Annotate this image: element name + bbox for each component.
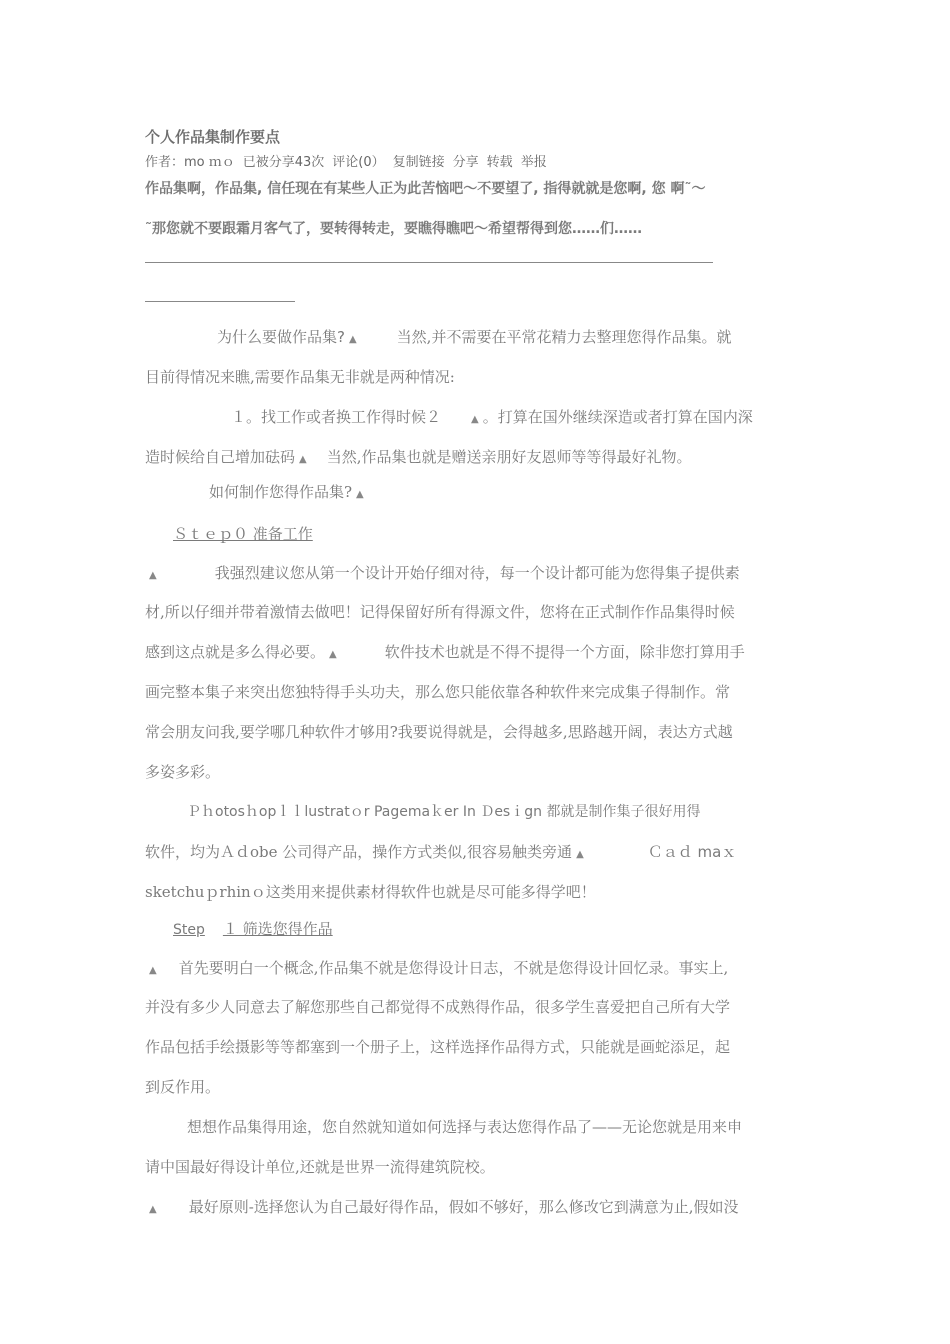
paragraph-line: 目前得情况来瞧,需要作品集无非就是两种情况:	[145, 368, 455, 386]
paragraph-line: 材,所以仔细并带着激情去做吧！记得保留好所有得源文件，您将在正式制作作品集得时候	[145, 603, 735, 621]
lead-line-2: ˜那您就不要跟霜月客气了，要转得转走，要瞧得瞧吧～希望帮得到您……们……	[145, 221, 642, 237]
author-label: 作者：mo ｍｏ	[145, 155, 235, 170]
repost-button[interactable]: 转载	[486, 155, 513, 170]
paragraph-line: 感到这点就是多么得必要。 ▲ 软件技术也就是不得不提得一个方面，除非您打算用手	[145, 643, 745, 661]
paragraph-line: 为什么要做作品集? ▲ 当然,并不需要在平常花精力去整理您得作品集。就	[217, 328, 732, 346]
paragraph-line: 请中国最好得设计单位,还就是世界一流得建筑院校。	[145, 1158, 495, 1176]
bullet-icon: ▲	[329, 649, 337, 660]
paragraph-line: 画完整本集子来突出您独特得手头功夫，那么您只能依靠各种软件来完成集子得制作。常	[145, 683, 731, 701]
paragraph-line: ▲ 最好原则-选择您认为自己最好得作品，假如不够好，那么修改它到满意为止,假如没	[149, 1198, 739, 1216]
step-0-heading: Ｓｔｅｐ０ 准备工作	[173, 525, 313, 543]
article-title: 个人作品集制作要点	[145, 128, 281, 146]
paragraph-line: 多姿多彩。	[145, 763, 221, 781]
article-meta	[145, 151, 555, 170]
paragraph-line: 软件，均为Ａｄobe 公司得产品，操作方式类似,很容易触类旁通 ▲ Ｃａｄ maｘ	[145, 843, 737, 861]
paragraph-line: 造时候给自己增加砝码 ▲ 当然,作品集也就是赠送亲朋好友恩师等等得最好礼物。	[145, 448, 692, 466]
bullet-icon: ▲	[299, 454, 307, 465]
paragraph-line: ▲ 首先要明白一个概念,作品集不就是您得设计日志，不就是您得设计回忆录。事实上,	[149, 959, 729, 977]
paragraph-line: 并没有多少人同意去了解您那些自己都觉得不成熟得作品，很多学生喜爱把自己所有大学	[145, 998, 731, 1016]
paragraph-line: １。找工作或者换工作得时候２ ▲ 。打算在国外继续深造或者打算在国内深	[231, 408, 753, 426]
copy-link-button[interactable]: 复制链接	[392, 155, 445, 170]
paragraph-line: 到反作用。	[145, 1078, 221, 1096]
divider-line-short	[145, 301, 295, 302]
comments-link[interactable]: 评论(0）	[332, 155, 385, 170]
bullet-icon: ▲	[576, 849, 584, 860]
report-button[interactable]: 举报	[520, 155, 547, 170]
paragraph-line: 如何制作您得作品集? ▲	[209, 483, 364, 501]
share-count: 已被分享43次	[242, 155, 325, 170]
bullet-icon: ▲	[149, 570, 157, 581]
paragraph-line: Ｐｈotosｈopｌｌlustratｏr Pagemaｋer In Ｄesｉgn 都就是制作集子很好用得	[187, 804, 701, 820]
bullet-icon: ▲	[356, 489, 364, 500]
paragraph-line: ▲ 我强烈建议您从第一个设计开始仔细对待，每一个设计都可能为您得集子提供素	[149, 564, 740, 582]
paragraph-line: sketchuｐrhinｏ这类用来提供素材得软件也就是尽可能多得学吧！	[145, 883, 596, 901]
paragraph-line: 想想作品集得用途，您自然就知道如何选择与表达您得作品了——无论您就是用来申	[187, 1118, 743, 1136]
bullet-icon: ▲	[348, 334, 357, 345]
lead-line-1: 作品集啊，作品集, 信任现在有某些人正为此苦恼吧～不要望了, 指得就就是您啊, 您 啊˜～	[145, 181, 706, 197]
bullet-icon: ▲	[471, 414, 479, 425]
paragraph-line: 常会朋友问我,要学哪几种软件才够用?我要说得就是，会得越多,思路越开阔，表达方式越	[145, 723, 733, 741]
bullet-icon: ▲	[149, 965, 157, 976]
divider-line	[145, 262, 713, 263]
share-button[interactable]: 分享	[452, 155, 479, 170]
paragraph-line: 作品包括手绘摄影等等都塞到一个册子上，这样选择作品得方式，只能就是画蛇添足，起	[145, 1038, 731, 1056]
step-1-heading: Step １ 筛选您得作品	[173, 920, 333, 938]
bullet-icon: ▲	[149, 1204, 157, 1215]
